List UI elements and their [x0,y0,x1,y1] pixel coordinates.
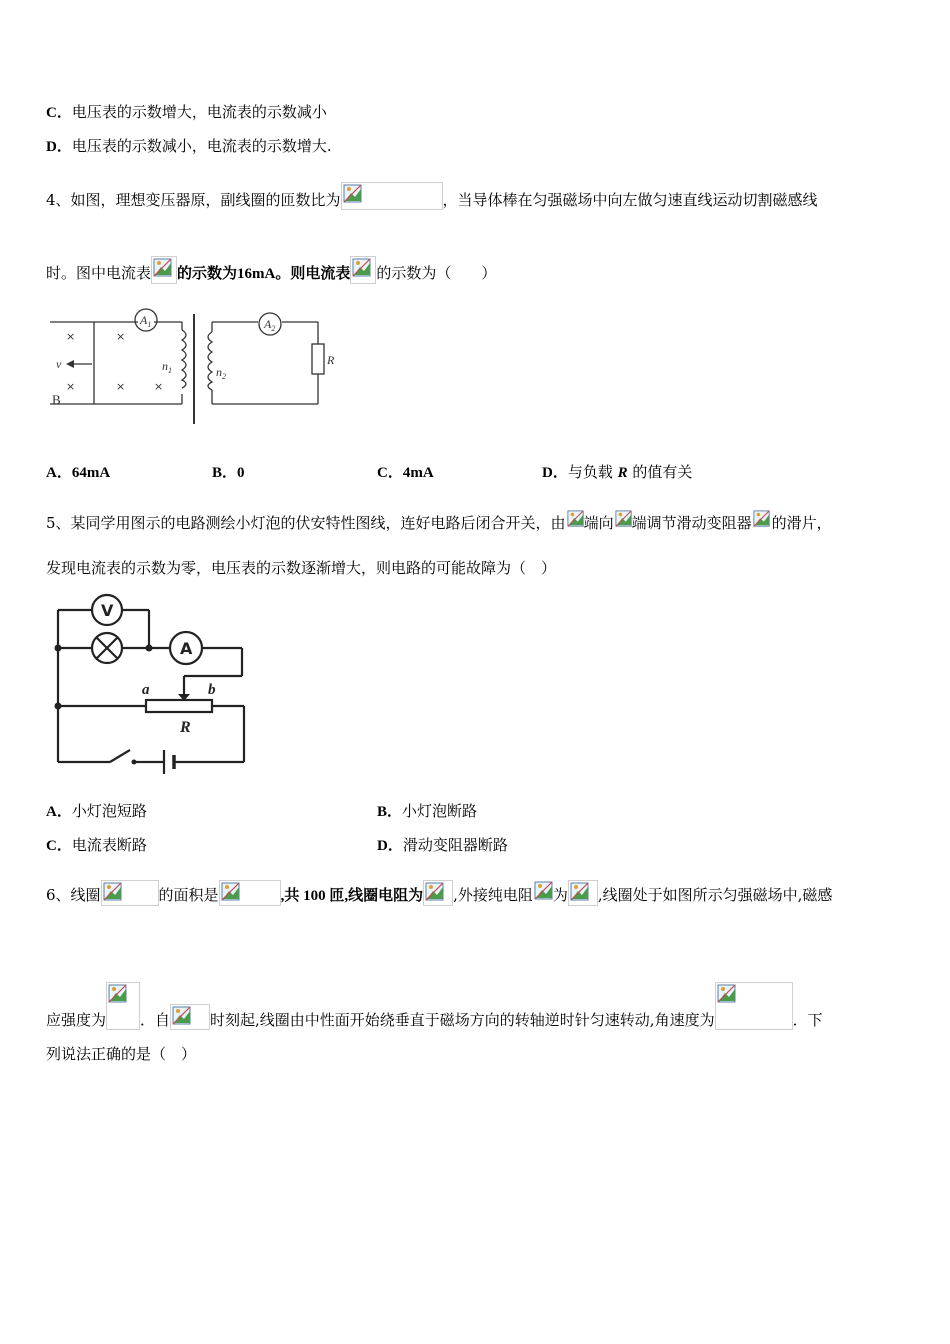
option-text: 滑动变阻器断路 [402,836,508,854]
q3-option-d [46,136,332,157]
q6-stem-line1 [46,880,832,906]
q5-stem-line2 [46,558,556,578]
option-text: 64mA [71,465,111,481]
option-label: A． [46,804,72,820]
q5-option-c [46,835,147,856]
stem-text: 应强度为 [46,1011,107,1029]
broken-image-icon [566,509,584,533]
stem-text: ,线圈处于如图所示匀强磁场中,磁感 [597,886,833,904]
stem-text: ,外接纯电阻 [453,886,533,904]
field-b-label: B [52,392,61,407]
q6-stem-line2 [46,982,823,1030]
stem-text: ，当导体棒在匀强磁场中向左做匀速直线运动切割磁感线 [442,191,818,209]
n2-label: $n_2$ [216,365,226,381]
stem-text: ．自 [140,1011,171,1029]
ammeter-a1-label: $A_1$ [140,313,152,329]
volt-ampere-circuit-figure [46,590,256,775]
broken-image-icon [106,982,140,1030]
n1-label: $n_1$ [162,359,172,375]
broken-image-icon [219,880,281,906]
field-cross-mark: × [66,330,76,343]
broken-image-icon [614,509,632,533]
option-text: 电压表的示数增大，电流表的示数减小 [71,103,327,121]
option-text: 4mA [402,465,434,481]
voltmeter-label: V [101,601,114,620]
option-text: 电压表的示数减小，电流表的示数增大. [71,137,332,155]
q5-option-b [377,801,477,822]
stem-text: ．下 [792,1011,823,1029]
q5-option-d [377,835,508,856]
q4-option-c [377,462,434,483]
stem-text: 端向 [583,514,614,532]
stem-text: 的示数为16mA。则电流表 [177,266,351,282]
broken-image-icon [341,182,443,210]
field-cross-mark: × [154,380,164,393]
option-label: B． [377,804,403,820]
q4-stem-line2 [46,256,496,284]
option-label: A． [46,465,72,481]
stem-text: ,共 100 匝,线圈电阻为 [280,888,424,904]
stem-text: 时。图中电流表 [46,264,152,282]
q4-stem-line1 [46,182,818,210]
q5-option-a [46,801,147,822]
option-label: C． [46,838,72,854]
broken-image-icon [752,509,772,533]
option-text: 0 [237,465,245,481]
stem-text: 发现电流表的示数为零，电压表的示数逐渐增大，则电路的可能故障为（ ） [46,559,557,577]
option-label: C． [46,105,72,121]
q4-option-b [212,462,245,483]
stem-text: 为 [552,886,568,904]
stem-text: 时刻起,线圈由中性面开始绕垂直于磁场方向的转轴逆时针匀速转动,角速度为 [210,1011,715,1029]
field-cross-mark: × [66,380,76,393]
velocity-label: v [56,357,62,371]
stem-text: 的示数为（ ） [376,264,497,282]
q3-option-c [46,102,327,123]
option-text: 的值有关 [627,463,693,481]
option-label: D． [46,139,72,155]
stem-text: 4、如图，理想变压器原，副线圈的匝数比为 [46,191,341,209]
stem-text: 的滑片， [771,514,832,532]
broken-image-icon [533,880,553,906]
broken-image-icon [350,256,376,284]
stem-text: 端调节滑动变阻器 [631,514,752,532]
ammeter-a2-label: $A_2$ [264,317,276,333]
rheostat-end-b-label: b [208,682,216,698]
broken-image-icon [101,880,159,906]
broken-image-icon [423,880,453,906]
option-text: 电流表断路 [71,836,147,854]
rheostat-r-label: R [180,719,191,736]
ammeter-label: A [180,639,193,658]
field-cross-mark: × [116,330,126,343]
option-text: 小灯泡断路 [402,802,478,820]
option-label: C． [377,465,403,481]
option-label: D． [542,465,568,481]
broken-image-icon [151,256,177,284]
rheostat-end-a-label: a [142,682,150,698]
q5-stem-line1 [46,509,832,533]
option-label: D． [377,838,403,854]
q6-stem-line3 [46,1044,196,1064]
q4-option-d [542,462,692,483]
option-text-em: R [617,465,628,481]
broken-image-icon [170,1004,210,1030]
option-text: 与负载 [567,463,618,481]
broken-image-icon [715,982,793,1030]
resistor-r-label: R [327,353,335,367]
option-text: 小灯泡短路 [71,802,147,820]
broken-image-icon [568,880,598,906]
transformer-circuit-figure [46,300,346,428]
stem-text: 6、线圈 [46,886,101,904]
stem-text: 的面积是 [158,886,219,904]
stem-text: 列说法正确的是（ ） [46,1045,197,1063]
stem-text: 5、某同学用图示的电路测绘小灯泡的伏安特性图线，连好电路后闭合开关，由 [46,514,566,532]
q4-option-a [46,462,110,483]
option-label: B． [212,465,238,481]
field-cross-mark: × [116,380,126,393]
